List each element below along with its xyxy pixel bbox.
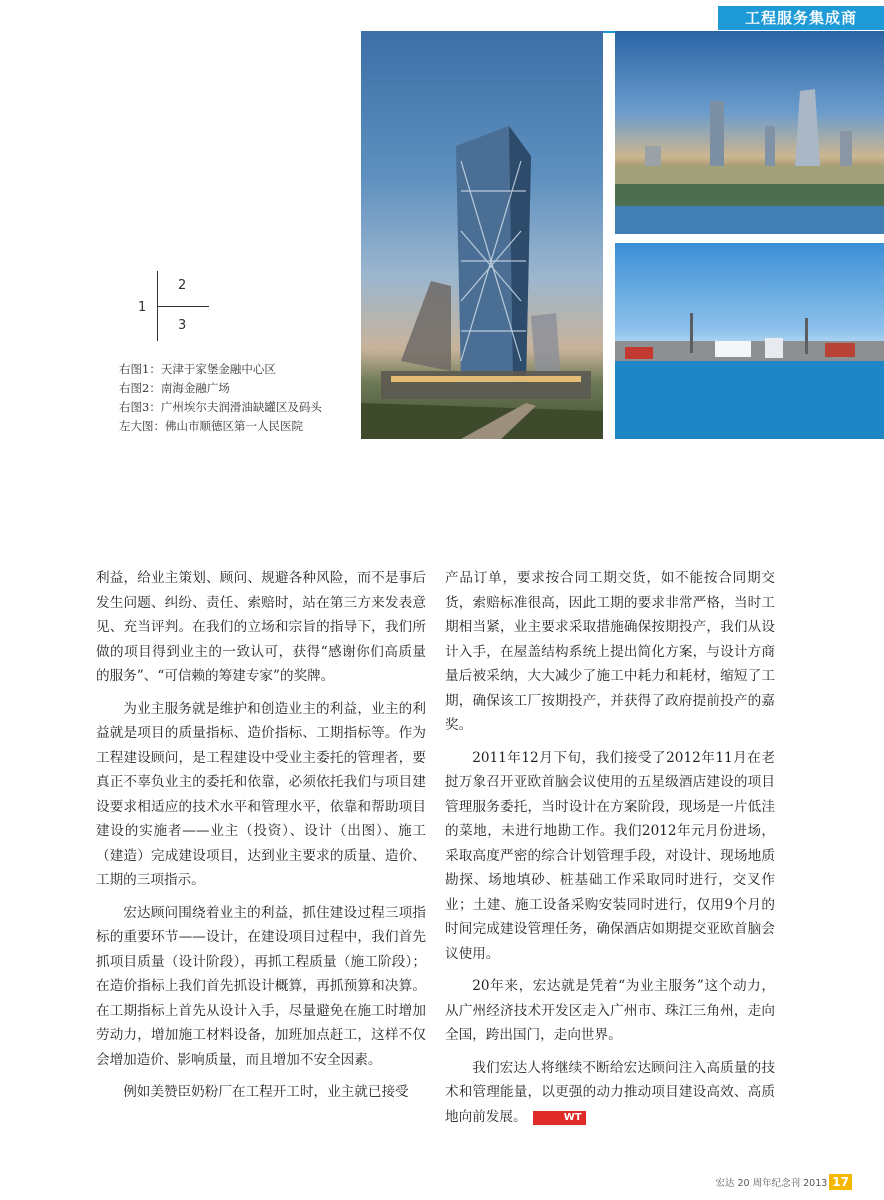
paragraph: 产品订单，要求按合同工期交货，如不能按合同期交货，索赔标准很高，因此工期的要求非常严格，当时工期相当紧，业主要求采取措施确保按期投产，我们从设计入手，在屋盖结构系统上提出简化方案，与设计方商量后被采纳，大大减少了施工中耗力和耗材，缩短了工期，确保该工厂按期投产，并获得了政府提前投产的嘉奖。 — [445, 570, 775, 733]
page-number: 17 — [829, 1174, 852, 1190]
layout-key-1: 1 — [138, 300, 147, 315]
paragraph-last — [445, 1056, 775, 1130]
photo-harbor — [615, 243, 884, 439]
section-tag: 工程服务集成商 — [718, 6, 884, 30]
paragraph: 20年来，宏达就是凭着“为业主服务”这个动力，从广州经济技术开发区走入广州市、珠江三角州，走向全国，跨出国门，走向世界。 — [445, 978, 775, 1043]
page-footer — [715, 1174, 852, 1190]
harbor-illustration — [615, 243, 884, 439]
end-mark-badge: WT — [533, 1111, 586, 1125]
paragraph: 为业主服务就是维护和创造业主的利益，业主的利益就是项目的质量指标、造价指标、工期指标等。作为工程建设顾问，是工程建设中受业主委托的管理者，要真正不辜负业主的委托和依靠，必须依托我们与项目建设要求相适应的技术水平和管理水平，依靠和帮助项目建设的实施者——业主（投资）、设计（出图）、施工（建造）完成建设项目，达到业主要求的质量、造价、工期的三项指示。 — [96, 700, 426, 888]
tower-illustration — [361, 31, 603, 439]
photo-skyline — [615, 31, 884, 234]
caption-1: 右图1：天津于家堡金融中心区 — [119, 362, 276, 376]
skyline-illustration — [615, 31, 884, 234]
paragraph-last-text: 我们宏达人将继续不断给宏达顾问注入高质量的技术和管理能量，以更强的动力推动项目建设高效、高质地向前发展。 — [445, 1059, 775, 1125]
paragraph: 利益，给业主策划、顾问、规避各种风险，而不是事后发生问题、纠纷、责任、索赔时，站在第三方来发表意见、充当评判。在我们的立场和宗旨的指导下，我们所做的项目得到业主的一致认可，获得“感谢你们高质量的服务”、“可信赖的筹建专家”的奖牌。 — [96, 570, 426, 684]
caption-3: 右图3：广州埃尔夫润滑油缺罐区及码头 — [119, 400, 322, 414]
article-right-column — [445, 566, 775, 1137]
caption-2: 右图2：南海金融广场 — [119, 381, 230, 395]
layout-key-3: 3 — [178, 318, 187, 333]
caption-4: 左大图：佛山市顺德区第一人民医院 — [119, 419, 303, 433]
photo-captions — [119, 360, 359, 436]
photo-tower-hospital — [361, 31, 603, 439]
footer-text: 宏达 20 周年纪念刊 2013 — [715, 1178, 828, 1189]
layout-key-horizontal-line — [157, 306, 209, 307]
paragraph: 宏达顾问围绕着业主的利益，抓住建设过程三项指标的重要环节——设计，在建设项目过程中，我们首先抓项目质量（设计阶段），再抓工程质量（施工阶段）；在造价指标上我们首先抓设计概算，再抓预算和决算。在工期指标上首先从设计入手，尽量避免在施工时增加劳动力，增加施工材料设备，加班加点赶工，这样不仅会增加造价、影响质量，而且增加不安全因素。 — [96, 904, 426, 1068]
paragraph: 2011年12月下旬，我们接受了2012年11月在老挝万象召开亚欧首脑会议使用的五星级酒店建设的项目管理服务委托，当时设计在方案阶段，现场是一片低洼的菜地，未进行地勘工作。我们2012年元月份进场，采取高度严密的综合计划管理手段，对设计、现场地质勘探、场地填砂、桩基础工作采取同时进行，交叉作业；土建、施工设备采购安装同时进行，仅用9个月的时间完成建设管理任务，确保酒店如期提交亚欧首脑会议使用。 — [445, 749, 775, 962]
paragraph: 例如美赞臣奶粉厂在工程开工时，业主就已接受 — [123, 1084, 409, 1100]
article-left-column — [96, 566, 426, 1113]
layout-key-2: 2 — [178, 278, 187, 293]
